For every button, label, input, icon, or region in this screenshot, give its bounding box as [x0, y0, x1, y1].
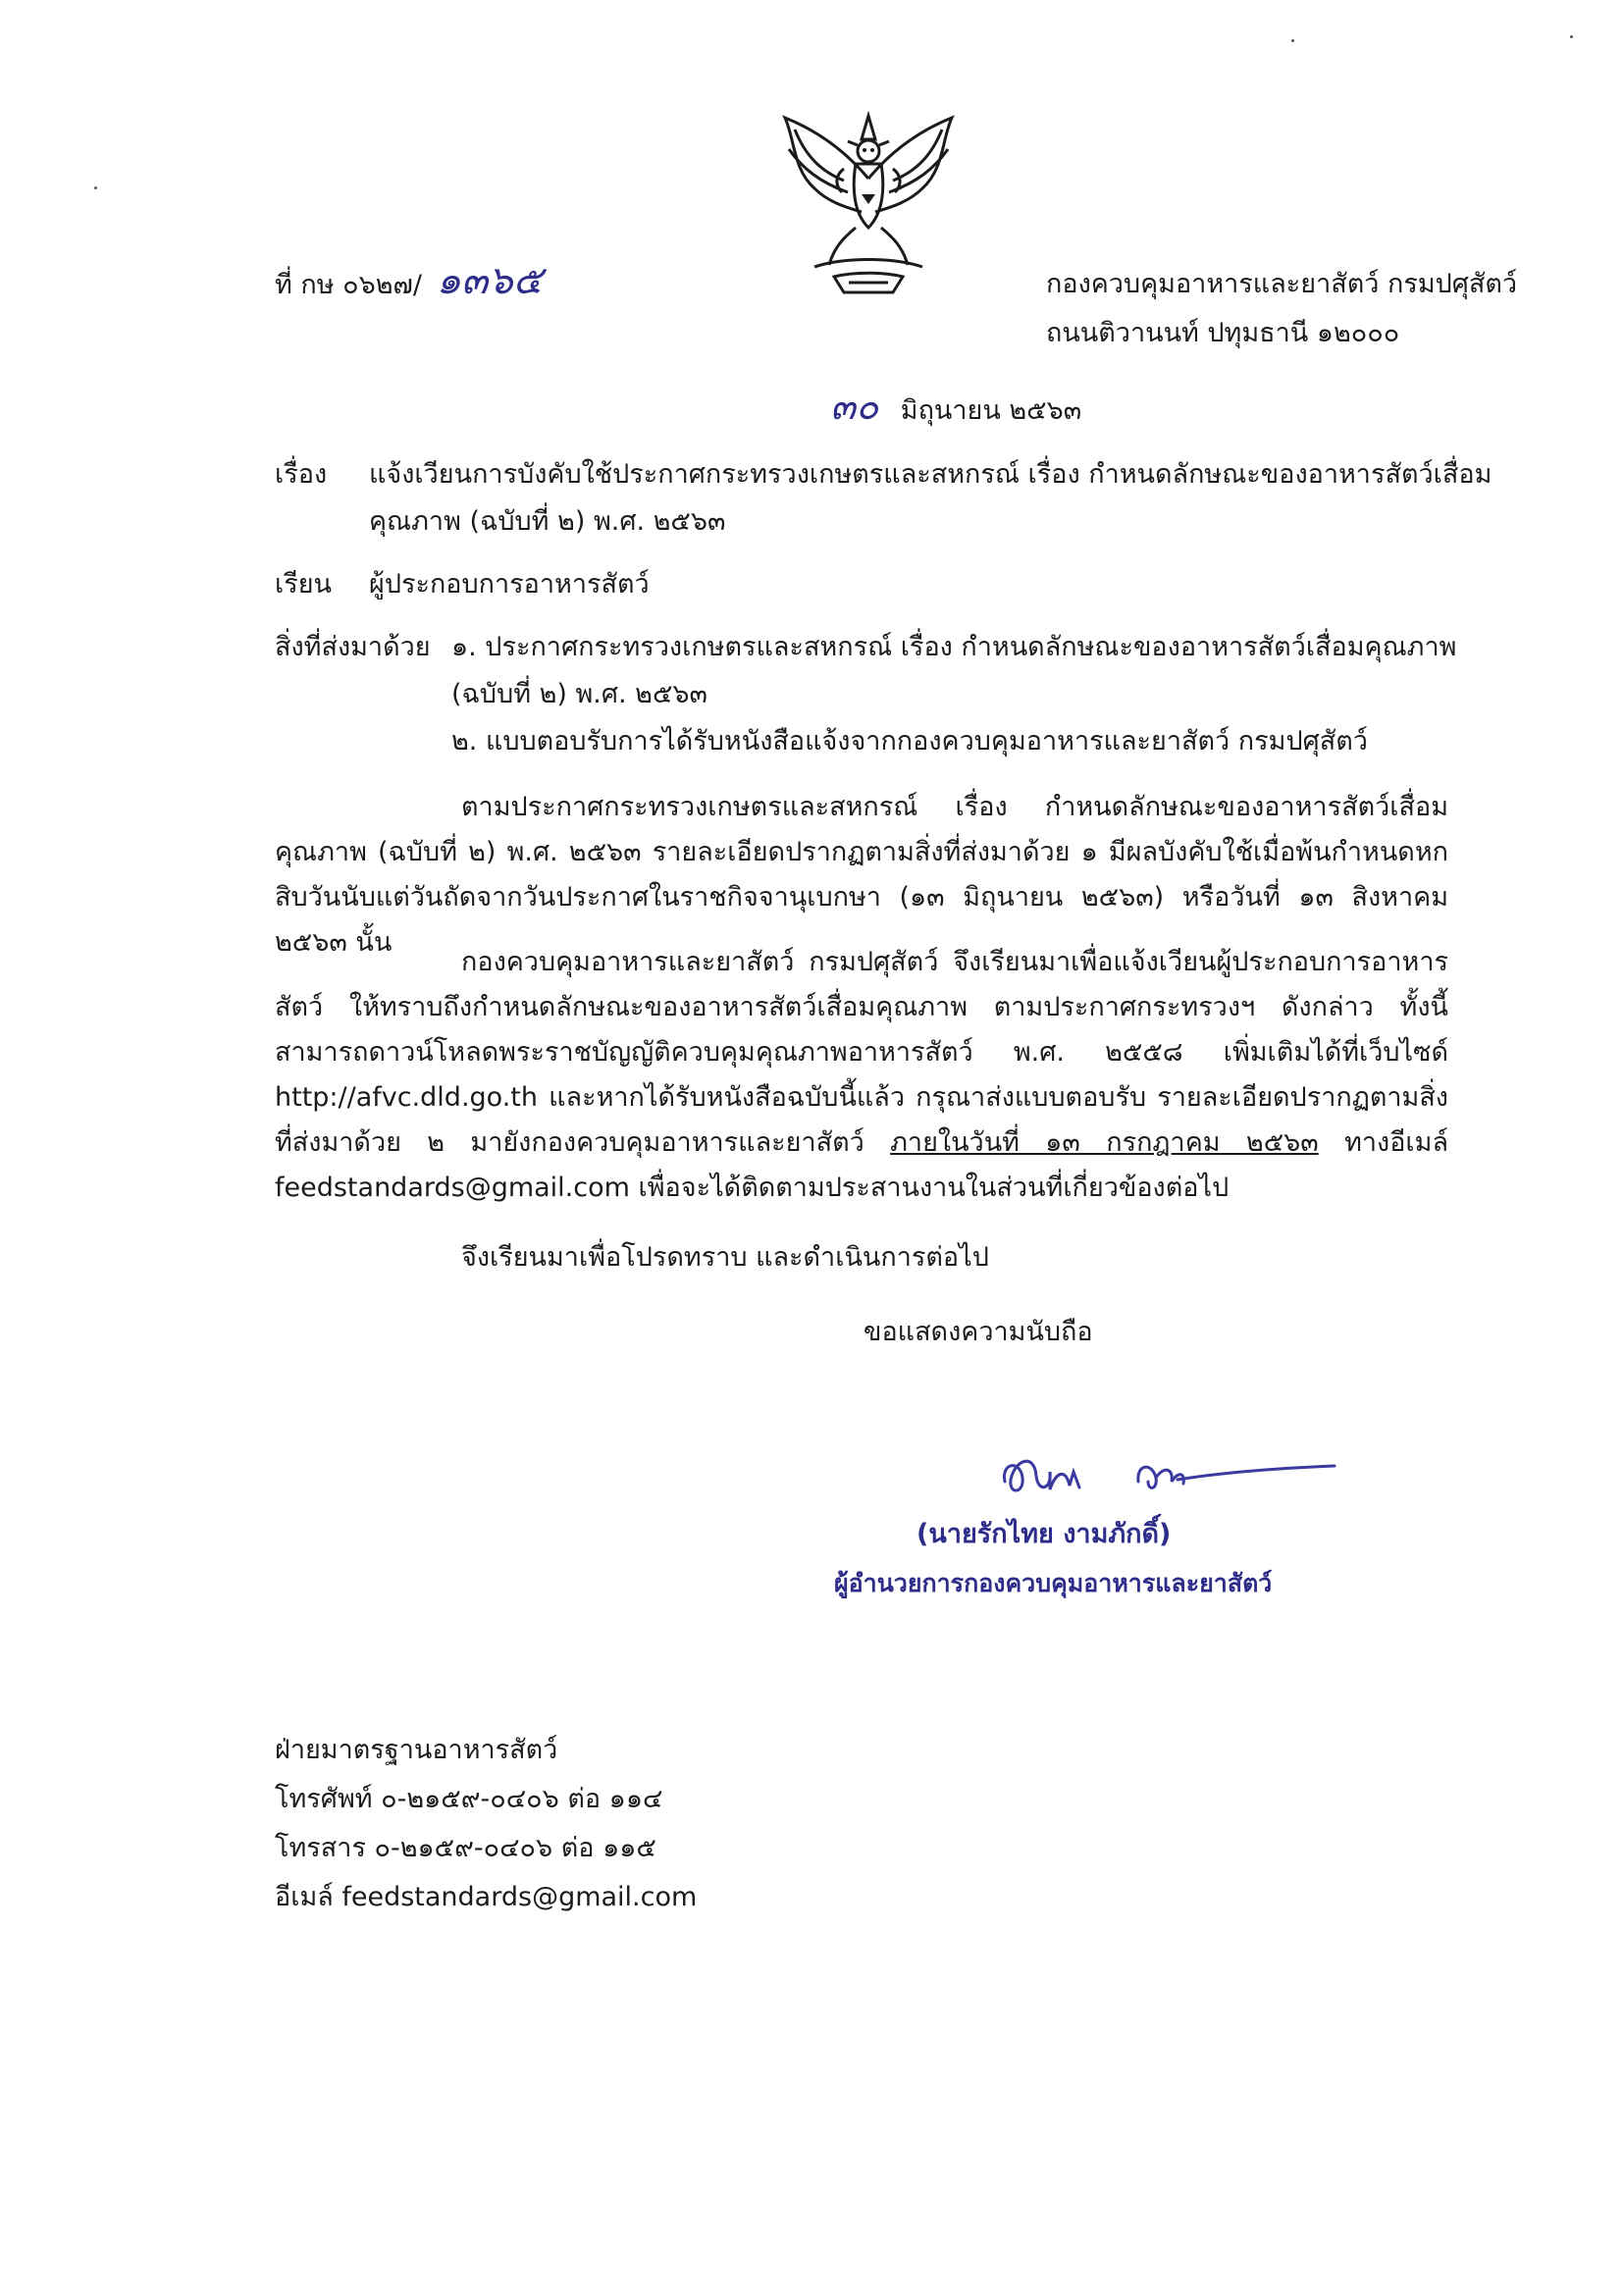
recipient-name: ผู้ประกอบการอาหารสัตว์ — [369, 569, 650, 600]
salutation: ขอแสดงความนับถือ — [864, 1317, 1093, 1347]
reference-prefix: ที่ กษ ๐๖๒๗/ — [275, 270, 422, 300]
enclosure-item-2: ๒. แบบตอบรับการได้รับหนังสือแจ้งจากกองควบคุมอาหารและยาสัตว์ กรมปศุสัตว์ — [451, 726, 1368, 757]
handwritten-reference: ๑๓๖๕ — [436, 258, 543, 303]
enclosure-item-1: ๑. ประกาศกระทรวงเกษตรและสหกรณ์ เรื่อง กำหนดลักษณะของอาหารสัตว์เสื่อมคุณภาพ — [451, 632, 1457, 662]
handwritten-day: ๓๐ — [830, 385, 879, 428]
signatory-name: (นายรักไทย งามภักดิ์) — [916, 1519, 1172, 1549]
scan-speck — [1570, 35, 1573, 38]
body-paragraph-2 — [275, 940, 1448, 1211]
date-month-year: มิถุนายน ๒๕๖๓ — [900, 395, 1082, 426]
signatory-position: ผู้อำนวยการกองควบคุมอาหารและยาสัตว์ — [834, 1569, 1273, 1597]
subject-line-1: แจ้งเวียนการบังคับใช้ประกาศกระทรวงเกษตรและสหกรณ์ เรื่อง กำหนดลักษณะของอาหารสัตว์เสื่อม — [369, 459, 1492, 490]
letter-date — [830, 385, 1082, 429]
footer-email: อีเมล์ feedstandards@gmail.com — [275, 1882, 698, 1912]
closing-line: จึงเรียนมาเพื่อโปรดทราบ และดำเนินการต่อไป — [461, 1242, 989, 1273]
handwritten-signature — [991, 1442, 1344, 1511]
subject-label: เรื่อง — [275, 459, 328, 490]
body-paragraph-1: ตามประกาศกระทรวงเกษตรและสหกรณ์ เรื่อง กำหนดลักษณะของอาหารสัตว์เสื่อมคุณภาพ (ฉบับที่ ๒) พ.ศ. ๒๕๖๓ รายละเอียดปรากฏตามสิ่งที่ส่งมาด้วย ๑ มีผลบังคับใช้เมื่อพ้นกำหนดหกสิบวันนับแต่วันถัดจากวันประกาศในราชกิจจานุเบกษา (๑๓ มิถุนายน ๒๕๖๓) หรือวันที่ ๑๓ สิงหาคม ๒๕๖๓ นั้น — [275, 792, 1448, 958]
garuda-emblem-icon — [775, 110, 962, 296]
office-name: กองควบคุมอาหารและยาสัตว์ กรมปศุสัตว์ — [1046, 269, 1518, 299]
enclosure-item-1-cont: (ฉบับที่ ๒) พ.ศ. ๒๕๖๓ — [451, 679, 708, 709]
reply-deadline: ภายในวันที่ ๑๓ กรกฎาคม ๒๕๖๓ — [890, 1127, 1319, 1158]
subject-line-2: คุณภาพ (ฉบับที่ ๒) พ.ศ. ๒๕๖๓ — [369, 506, 726, 537]
enclosures-label: สิ่งที่ส่งมาด้วย — [275, 632, 431, 662]
body-paragraph-2-text: กองควบคุมอาหารและยาสัตว์ กรมปศุสัตว์ จึงเรียนมาเพื่อแจ้งเวียนผู้ประกอบการอาหารสัตว์ ให้ทราบถึงกำหนดลักษณะของอาหารสัตว์เสื่อมคุณภาพ ตามประกาศกระทรวงฯ ดังกล่าว ทั้งนี้สามารถดาวน์โหลดพระราชบัญญัติควบคุมคุณภาพอาหารสัตว์ พ.ศ. ๒๕๕๘ เพิ่มเติมได้ที่เว็บไซด์ http://afvc.dld.go.th และหากได้รับหนังสือฉบับนี้แล้ว กรุณาส่งแบบตอบรับ รายละเอียดปรากฏตามสิ่งที่ส่งมาด้วย ๒ มายังกองควบคุมอาหารและยาสัตว์ — [275, 947, 1448, 1158]
footer-department: ฝ่ายมาตรฐานอาหารสัตว์ — [275, 1735, 558, 1765]
scan-speck — [1291, 39, 1294, 42]
office-address: ถนนติวานนท์ ปทุมธานี ๑๒๐๐๐ — [1046, 318, 1400, 348]
reference-number — [275, 258, 543, 303]
footer-fax: โทรสาร ๐-๒๑๕๙-๐๔๐๖ ต่อ ๑๑๕ — [275, 1833, 656, 1863]
body-paragraph-2-tail: ทางอีเมล์ feedstandards@gmail.com เพื่อจะได้ติดตามประสานงานในส่วนที่เกี่ยวข้องต่อไป — [275, 1127, 1448, 1203]
scan-speck — [94, 186, 97, 189]
recipient-label: เรียน — [275, 569, 333, 600]
footer-phone: โทรศัพท์ ๐-๒๑๕๙-๐๔๐๖ ต่อ ๑๑๔ — [275, 1784, 663, 1814]
